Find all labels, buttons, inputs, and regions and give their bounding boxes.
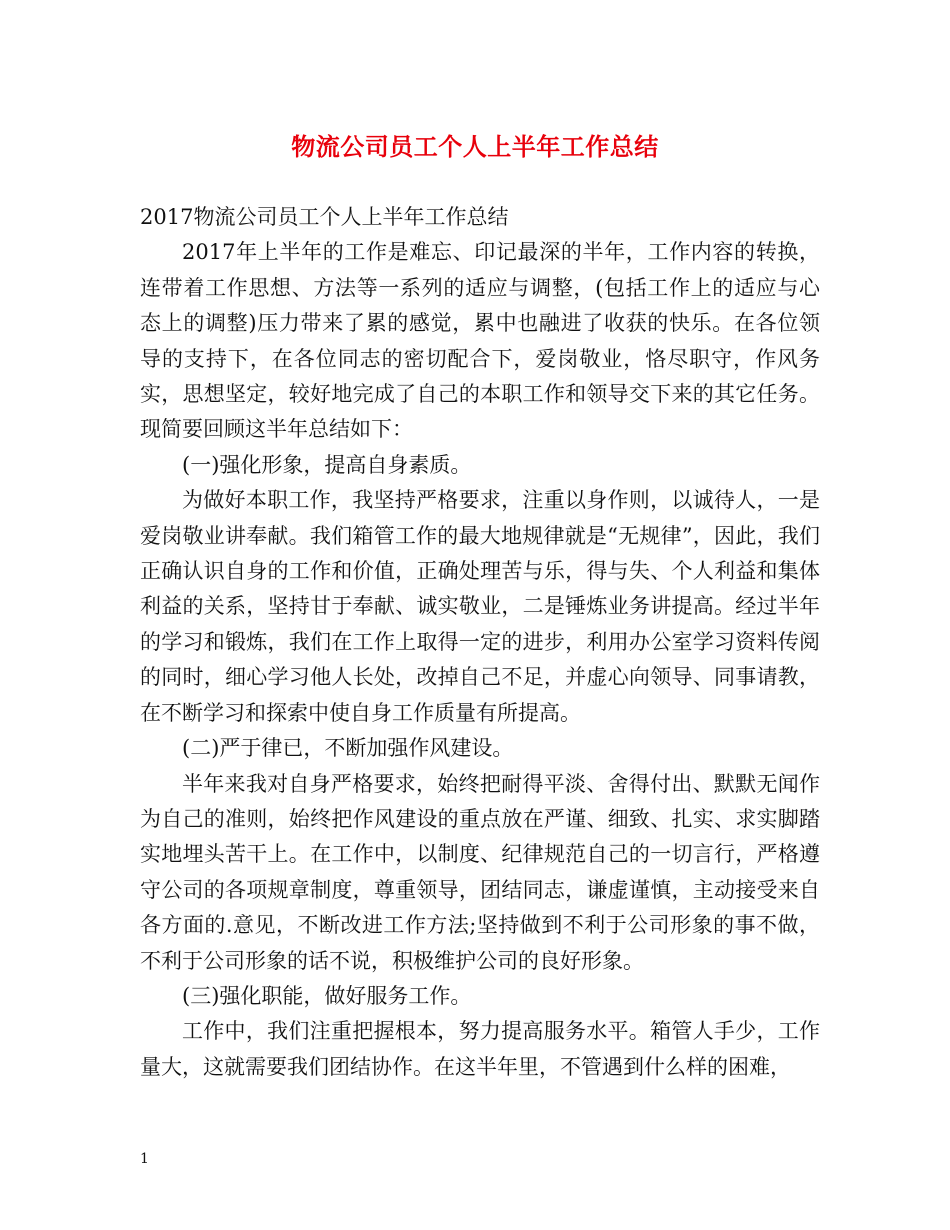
document-body (140, 200, 820, 1085)
paragraph-section-2: 半年来我对自身严格要求，始终把耐得平淡、舍得付出、默默无闻作为自己的准则，始终把作风建设的重点放在严谨、细致、扎实、求实脚踏实地埋头苦干上。在工作中，以制度、纪律规范自己的一切言行，严格遵守公司的各项规章制度，尊重领导，团结同志，谦虚谨慎，主动接受来自各方面的.意见，不断改进工作方法;坚持做到不利于公司形象的事不做，不利于公司形象的话不说，积极维护公司的良好形象。 (140, 771, 820, 973)
paragraph-section-3: 工作中，我们注重把握根本，努力提高服务水平。箱管人手少，工作量大，这就需要我们团结协作。在这半年里，不管遇到什么样的困难， (140, 1019, 820, 1079)
section-heading-1: (一)强化形象，提高自身素质。 (182, 452, 472, 477)
paragraph-section-1: 为做好本职工作，我坚持严格要求，注重以身作则，以诚待人，一是爱岗敬业讲奉献。我们箱管工作的最大地规律就是“无规律”，因此，我们正确认识自身的工作和价值，正确处理苦与乐，得与失、个人利益和集体利益的关系，坚持甘于奉献、诚实敬业，二是锤炼业务讲提高。经过半年的学习和锻炼，我们在工作上取得一定的进步，利用办公室学习资料传阅的同时，细心学习他人长处，改掉自己不足，并虚心向领导、同事请教，在不断学习和探索中使自身工作质量有所提高。 (140, 488, 820, 725)
section-heading-2: (二)严于律已，不断加强作风建设。 (182, 736, 514, 761)
section-heading-3: (三)强化职能，做好服务工作。 (182, 983, 472, 1008)
document-title: 物流公司员工个人上半年工作总结 (291, 132, 659, 161)
paragraph-intro: 2017年上半年的工作是难忘、印记最深的半年，工作内容的转换，连带着工作思想、方法等一系列的适应与调整，(包括工作上的适应与心态上的调整)压力带来了累的感觉，累中也融进了收获的快乐。在各位领导的支持下，在各位同志的密切配合下，爱岗敬业，恪尽职守，作风务实，思想坚定，较好地完成了自己的本职工作和领导交下来的其它任务。现简要回顾这半年总结如下： (140, 240, 820, 442)
page-number: 1 (140, 1151, 149, 1167)
document-subtitle: 2017物流公司员工个人上半年工作总结 (140, 205, 509, 229)
